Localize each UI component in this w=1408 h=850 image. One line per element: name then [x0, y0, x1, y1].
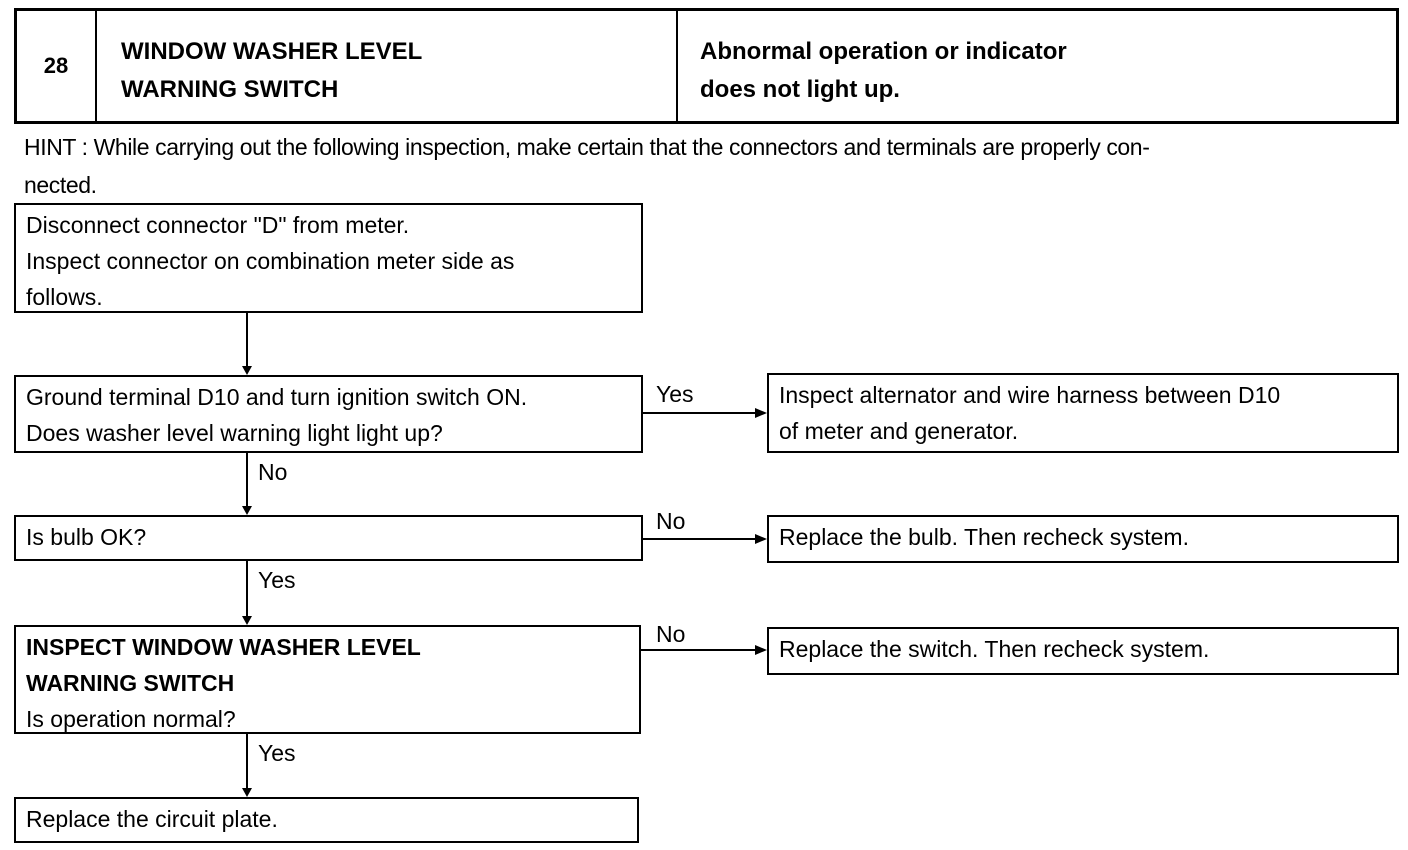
label-bulb-no: No [656, 508, 686, 534]
hint-line: nected. [24, 172, 97, 198]
label-bulb-yes: Yes [258, 567, 296, 593]
header-number: 28 [17, 11, 97, 121]
arrowhead-right [755, 534, 767, 544]
step-line: Disconnect connector "D" from meter. [26, 212, 410, 238]
header-symptom-line: Abnormal operation or indicator [700, 38, 1067, 65]
label-inspect-yes: Yes [258, 740, 296, 766]
header-title-line: WINDOW WASHER LEVEL [121, 38, 423, 65]
arrowhead-down [242, 788, 252, 797]
step-line: follows. [26, 284, 103, 310]
action-line: Replace the bulb. Then recheck system. [779, 524, 1189, 550]
step-line: WARNING SWITCH [26, 670, 235, 696]
step-line: Ground terminal D10 and turn ignition switch ON. [26, 384, 528, 410]
step-line: Replace the circuit plate. [26, 806, 278, 832]
action-line: Inspect alternator and wire harness between D10 [779, 382, 1281, 408]
action-line: of meter and generator. [779, 418, 1019, 444]
header-title-line: WARNING SWITCH [121, 76, 339, 103]
action-line: Replace the switch. Then recheck system. [779, 636, 1210, 662]
step-line: INSPECT WINDOW WASHER LEVEL [26, 634, 421, 660]
arrowhead-right [755, 645, 767, 655]
hint-line: HINT : While carrying out the following inspection, make certain that the connectors and terminals are properly con- [24, 134, 1150, 160]
step-line: Does washer level warning light light up? [26, 420, 443, 446]
step-line: Is operation normal? [26, 706, 236, 732]
arrowhead-right [755, 408, 767, 418]
arrowhead-down [242, 366, 252, 375]
step-line: Inspect connector on combination meter side as [26, 248, 515, 274]
label-ground-no: No [258, 459, 288, 485]
label-ground-yes: Yes [656, 381, 694, 407]
header-symptom-line: does not light up. [700, 76, 900, 103]
step-line: Is bulb OK? [26, 524, 147, 550]
arrowhead-down [242, 506, 252, 515]
arrowhead-down [242, 616, 252, 625]
label-inspect-no: No [656, 621, 686, 647]
